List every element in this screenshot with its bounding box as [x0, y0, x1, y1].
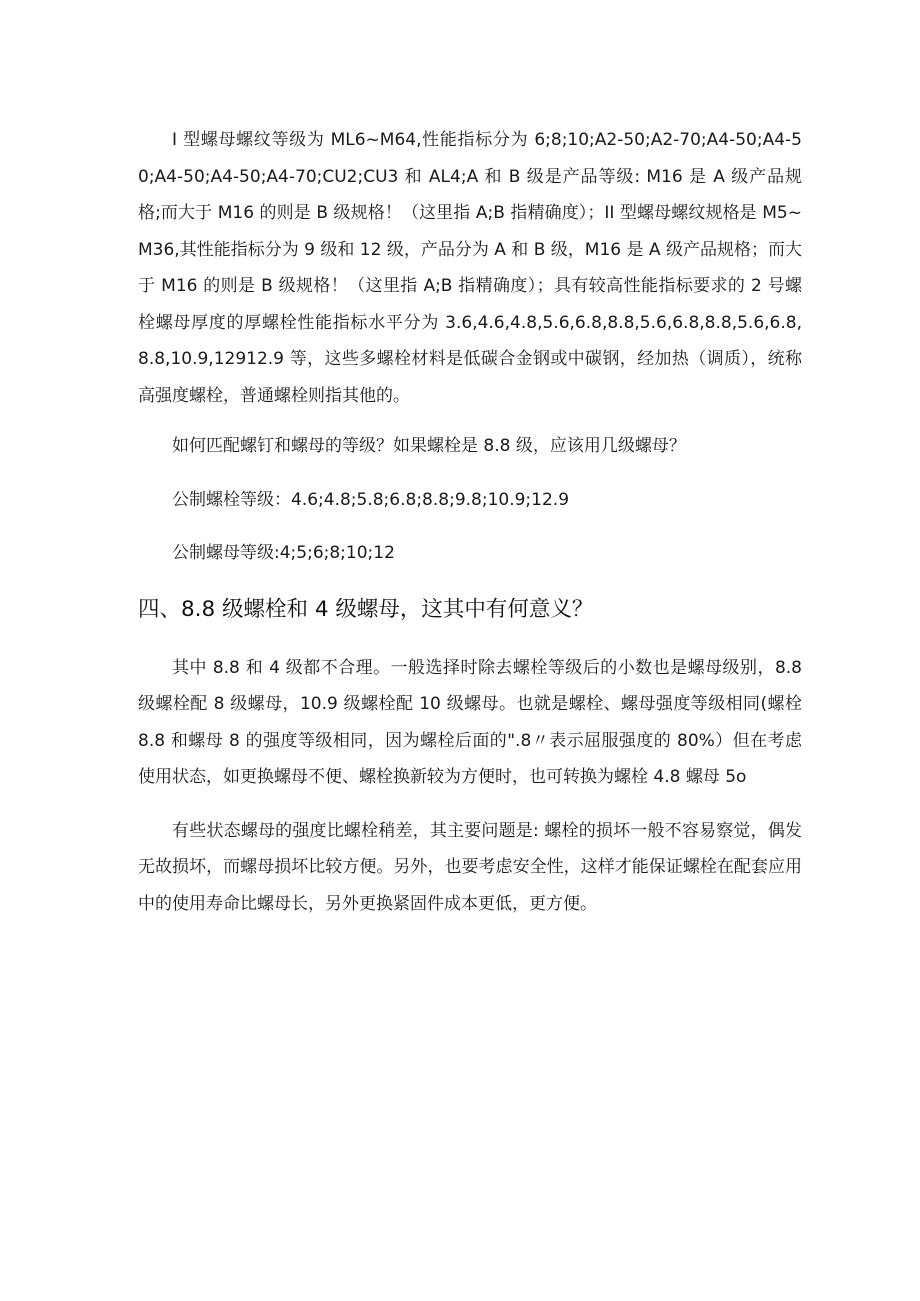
paragraph-grade-matching-explanation: 其中 8.8 和 4 级都不合理。一般选择时除去螺栓等级后的小数也是螺母级别，8.8 级螺栓配 8 级螺母，10.9 级螺栓配 10 级螺母。也就是螺栓、螺母强度等级相同(螺栓 8.8 和螺母 8 的强度等级相同，因为螺栓后面的".8〃表示屈服强度的 80%）但在考虑使用状态，如更换螺母不便、螺栓换新较为方便时，也可转换为螺栓 4.8 螺母 5o [138, 657, 802, 787]
paragraph-metric-bolt-grades: 公制螺栓等级：4.6;4.8;5.8;6.8;8.8;9.8;10.9;12.9 [172, 489, 570, 510]
section-heading-4: 四、8.8 级螺栓和 4 级螺母，这其中有何意义？ [138, 596, 594, 622]
paragraph-metric-nut-grades: 公制螺母等级:4;5;6;8;10;12 [172, 543, 395, 563]
paragraph-nut-strength-reason: 有些状态螺母的强度比螺栓稍差，其主要问题是: 螺栓的损坏一般不容易察觉，偶发无故损坏，而螺母损坏比较方便。另外，也要考虑安全性，这样才能保证螺栓在配套应用中的使用寿命比螺母长，另外更换紧固件成本更低，更方便。 [138, 820, 802, 914]
paragraph-matching-question: 如何匹配螺钉和螺母的等级？如果螺栓是 8.8 级，应该用几级螺母？ [172, 436, 686, 456]
document-body [138, 122, 802, 939]
paragraph-nut-thread-grades: I 型螺母螺纹等级为 ML6~M64,性能指标分为 6;8;10;A2-50;A2-70;A4-50;A4-50;A4-50;A4-50;A4-70;CU2;CU3 和 AL4;A 和 B 级是产品等级: M16 是 A 级产品规格;而大于 M16 的则是 B 级规格！（这里指 A;B 指精确度）；II 型螺母螺纹规格是 M5~M36,其性能指标分为 9 级和 12 级，产品分为 A 和 B 级，M16 是 A 级产品规格；而大于 M16 的则是 B 级规格！（这里指 A;B 指精确度）；具有较高性能指标要求的 2 号螺栓螺母厚度的厚螺栓性能指标水平分为 3.6,4.6,4.8,5.6,6.8,8.8,5.6,6.8,8.8,5.6,6.8,8.8,10.9,12912.9 等，这些多螺栓材料是低碳合金钢或中碳钢，经加热（调质），统称高强度螺栓，普通螺栓则指其他的。 [138, 130, 802, 406]
